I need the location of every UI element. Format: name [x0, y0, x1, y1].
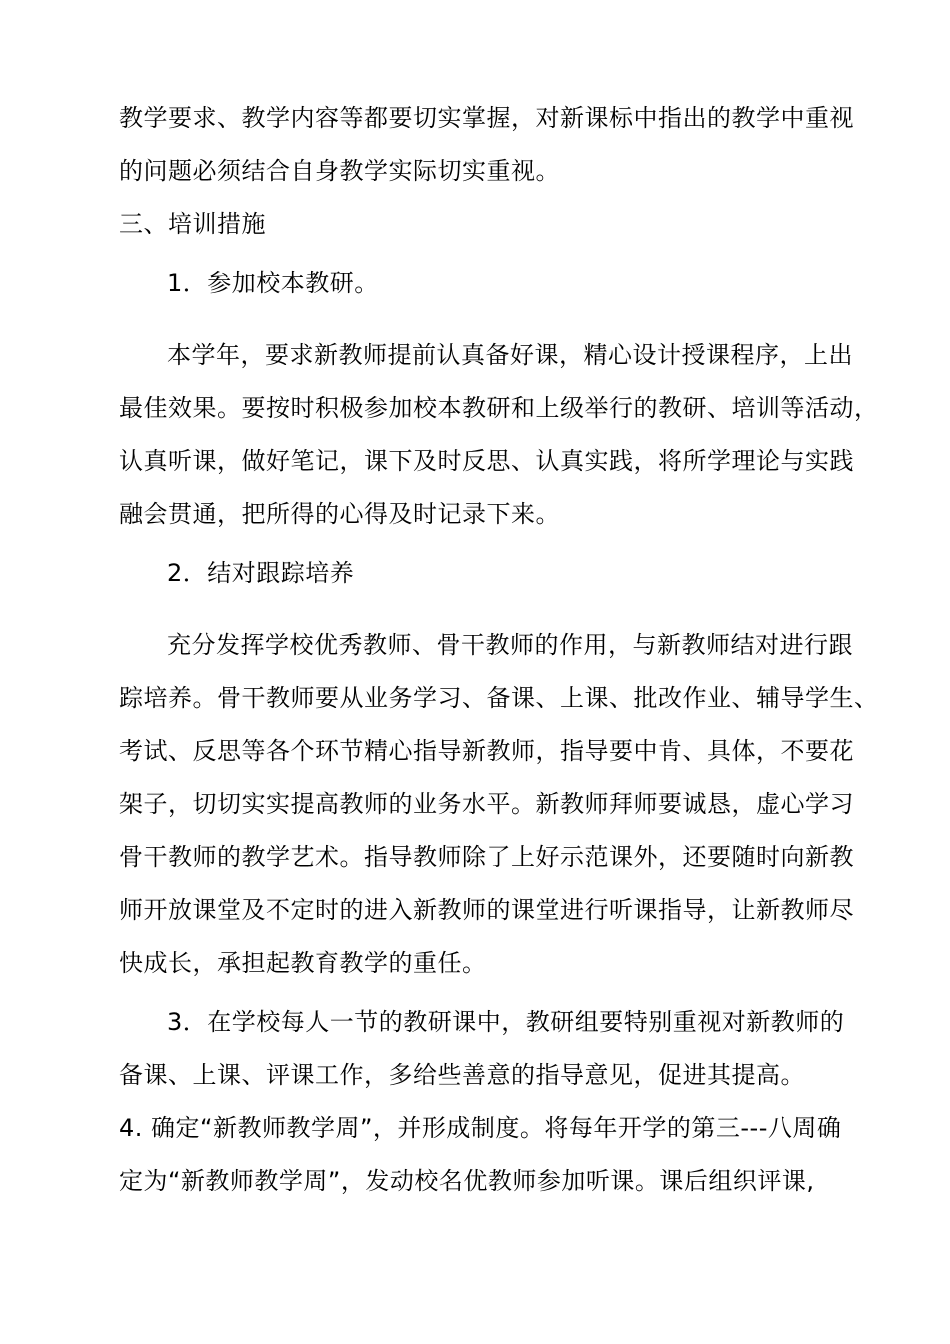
body-line: 架子，切切实实提高教师的业务水平。新教师拜师要诚恳，虚心学习 — [119, 790, 854, 818]
body-line: 定为“新教师教学周”，发动校名优教师参加听课。课后组织评课, — [119, 1167, 815, 1195]
body-line: 本学年，要求新教师提前认真备好课，精心设计授课程序，上出 — [167, 341, 853, 369]
body-line: 考试、反思等各个环节精心指导新教师，指导要中肯、具体，不要花 — [119, 737, 854, 765]
body-line: 充分发挥学校优秀教师、骨干教师的作用，与新教师结对进行跟 — [167, 631, 853, 659]
body-line: 最佳效果。要按时积极参加校本教研和上级举行的教研、培训等活动， — [119, 394, 879, 422]
body-line: 踪培养。骨干教师要从业务学习、备课、上课、批改作业、辅导学生、 — [119, 684, 879, 712]
body-line: 认真听课，做好笔记，课下及时反思、认真实践，将所学理论与实践 — [119, 447, 854, 475]
body-line: 备课、上课、评课工作，多给些善意的指导意见，促进其提高。 — [119, 1061, 805, 1089]
body-line: 4. 确定“新教师教学周”，并形成制度。将每年开学的第三---八周确 — [119, 1114, 842, 1142]
subsection-heading: 1．参加校本教研。 — [167, 269, 379, 297]
body-line: 快成长，承担起教育教学的重任。 — [119, 949, 487, 977]
body-line: 教学要求、教学内容等都要切实掌握，对新课标中指出的教学中重视 — [119, 104, 854, 132]
body-line: 师开放课堂及不定时的进入新教师的课堂进行听课指导，让新教师尽 — [119, 896, 854, 924]
body-line: 3．在学校每人一节的教研课中，教研组要特别重视对新教师的 — [167, 1008, 845, 1036]
section-heading: 三、培训措施 — [119, 210, 266, 238]
body-line: 骨干教师的教学艺术。指导教师除了上好示范课外，还要随时向新教 — [119, 843, 854, 871]
body-line: 的问题必须结合自身教学实际切实重视。 — [119, 157, 560, 185]
body-line: 融会贯通，把所得的心得及时记录下来。 — [119, 500, 560, 528]
subsection-heading: 2．结对跟踪培养 — [167, 559, 355, 587]
